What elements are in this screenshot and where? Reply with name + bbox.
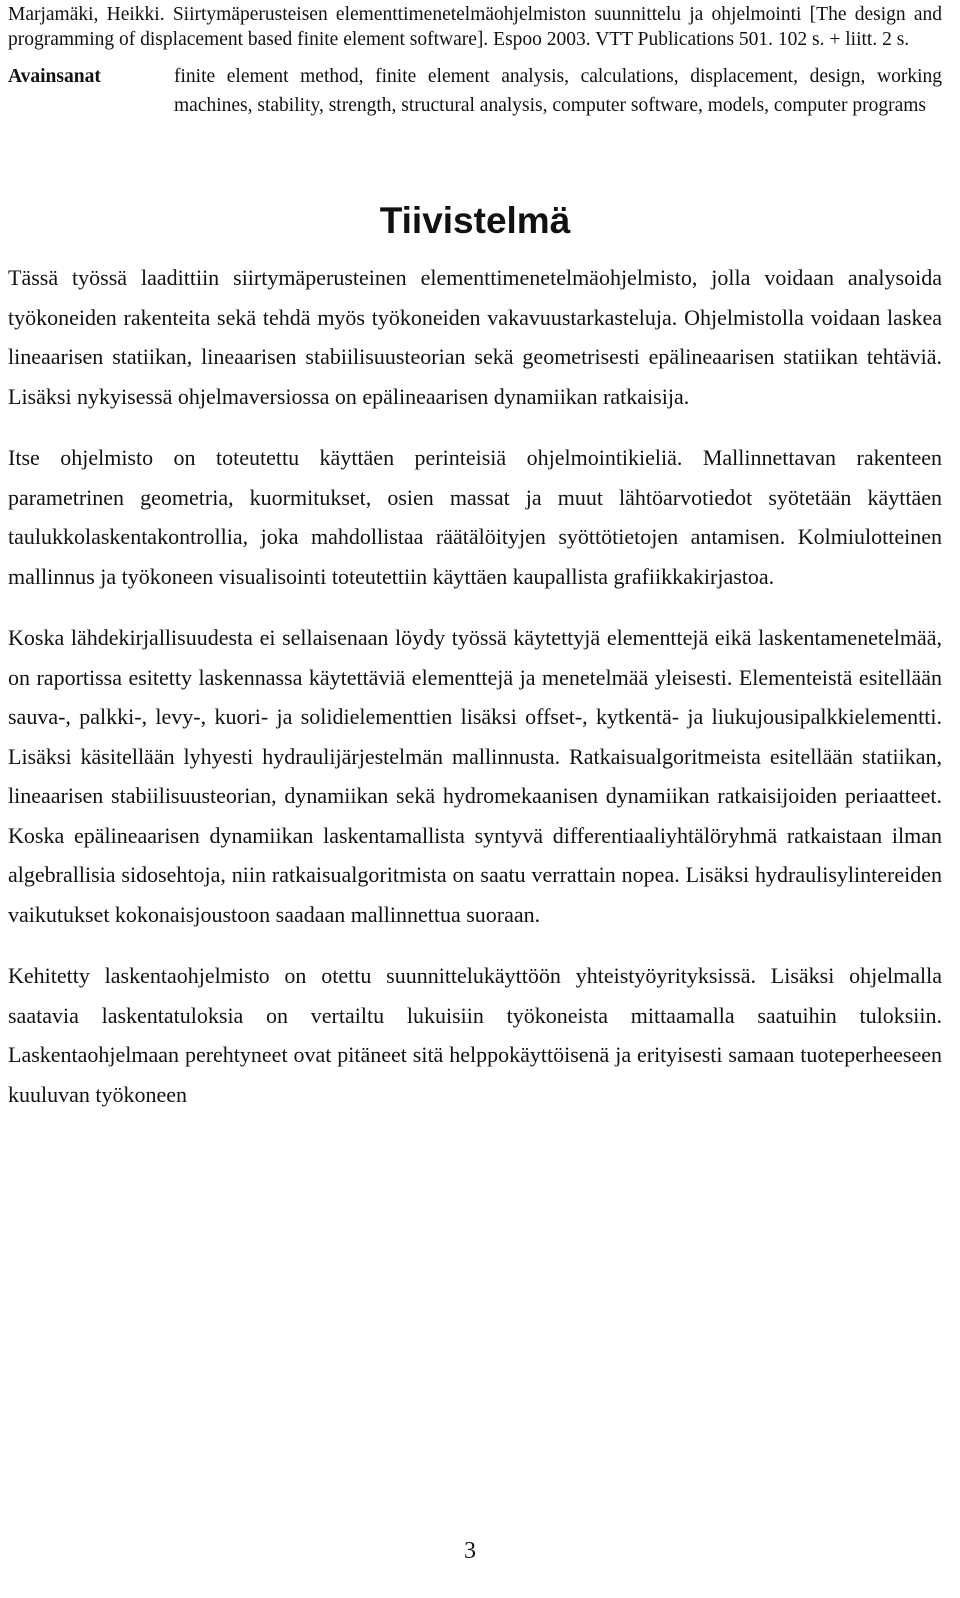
abstract-paragraph-2: Itse ohjelmisto on toteutettu käyttäen perinteisiä ohjelmointikieliä. Mallinnettavan rakenteen parametrinen geometria, kuormitukset, osien massat ja muut lähtöarvotiedot syötetään käyttäen taulukkolaskentakontrollia, joka mahdollistaa räätälöityjen syöttötietojen antamisen. Kolmiulotteinen mallinnus ja työkoneen visualisointi toteutettiin käyttäen kaupallista grafiikkakirjastoa.: [8, 445, 942, 589]
keywords-label: Avainsanat: [8, 66, 101, 87]
abstract-paragraph-3: Koska lähdekirjallisuudesta ei sellaisenaan löydy työssä käytettyjä elementtejä eikä laskentamenetelmää, on raportissa esitetty laskennassa käytettäviä elementtejä ja menetelmää yleisesti. Elementeistä esitellään sauva-, palkki-, levy-, kuori- ja solidielementtien lisäksi offset-, kytkentä- ja liukujousipalkkielementti. Lisäksi käsitellään lyhyesti hydraulijärjestelmän mallinnusta. Ratkaisualgoritmeista esitellään statiikan, lineaarisen stabiilisuusteorian, dynamiikan sekä hydromekaanisen dynamiikan ratkaisijoiden periaatteet. Koska epälineaarisen dynamiikan laskentamallista syntyvä differentiaaliyhtälöryhmä ratkaistaan ilman algebrallisia sidosehtoja, niin ratkaisualgoritmista on saatu verrattain nopea. Lisäksi hydraulisylintereiden vaikutukset kokonaisjoustoon saadaan mallinnettua suoraan.: [8, 625, 942, 927]
page-number: 3: [464, 1538, 476, 1564]
abstract-paragraph-1: Tässä työssä laadittiin siirtymäperusteinen elementtimenetelmäohjelmisto, jolla voidaan analysoida työkoneiden rakenteita sekä tehdä myös työkoneiden vakavuustarkasteluja. Ohjelmistolla voidaan laskea lineaarisen statiikan, lineaarisen stabiilisuusteorian sekä geometrisesti epälineaarisen statiikan tehtäviä. Lisäksi nykyisessä ohjelmaversiossa on epälineaarisen dynamiikan ratkaisija.: [8, 265, 942, 409]
document-page: [8, 0, 942, 1114]
keywords-text: finite element method, finite element analysis, calculations, displacement, design, working machines, stability, strength, structural analysis, computer software, models, computer programs: [174, 66, 942, 116]
abstract-paragraph-4: Kehitetty laskentaohjelmisto on otettu suunnittelukäyttöön yhteistyöyrityksissä. Lisäksi ohjelmalla saatavia laskentatuloksia on vertailtu lukuisiin työkoneista mittaamalla saatuihin tuloksiin. Laskentaohjelmaan perehtyneet ovat pitäneet sitä helppokäyttöisenä ja erityisesti samaan tuoteperheeseen kuuluvan työkoneen: [8, 963, 942, 1107]
keywords-block: [8, 62, 942, 120]
citation: Marjamäki, Heikki. Siirtymäperusteisen elementtimenetelmäohjelmiston suunnittelu ja ohjelmointi [The design and programming of displacement based finite element software]. Espoo 2003. VTT Publications 501. 102 s. + liitt. 2 s.: [8, 4, 942, 50]
abstract-heading: Tiivistelmä: [379, 200, 571, 241]
